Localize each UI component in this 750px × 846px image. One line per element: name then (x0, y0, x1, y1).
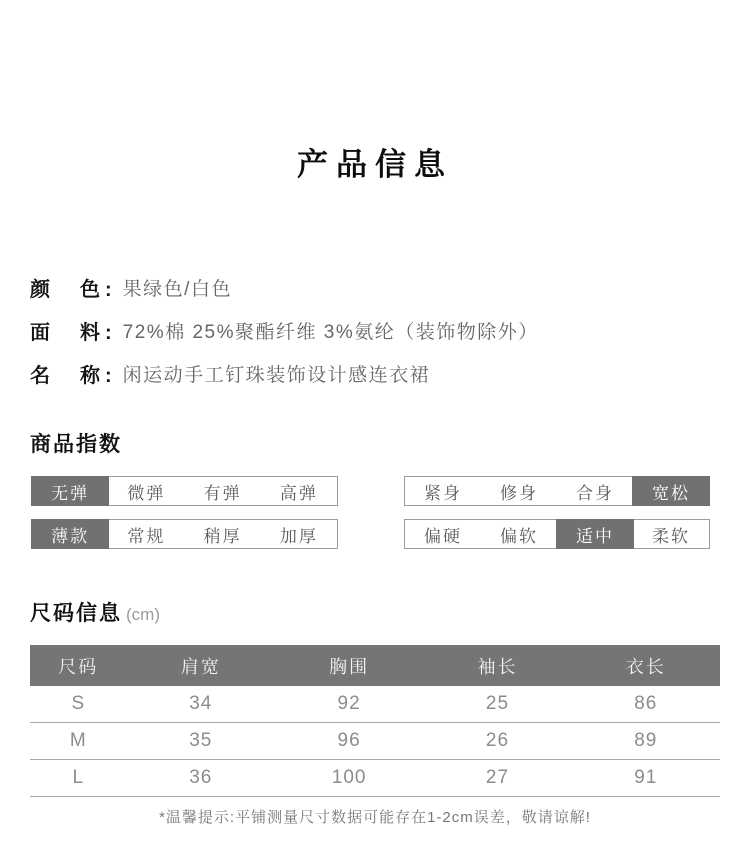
col-header-bust: 胸围 (329, 656, 370, 677)
attr-label-fabric: 面 料: (30, 322, 117, 344)
index-option-regular-thickness: 常规 (127, 526, 166, 546)
size-cell: 26 (485, 730, 510, 751)
size-cell: 36 (189, 767, 213, 788)
section-heading-product-index: 商品指数 (30, 433, 122, 456)
size-cell: S (71, 693, 86, 714)
product-attributes (30, 266, 720, 395)
index-bar-softness (404, 519, 710, 549)
index-option-thick: 加厚 (279, 526, 318, 546)
product-index-bars (31, 476, 710, 549)
size-cell: 89 (634, 730, 658, 751)
size-row-s (30, 686, 720, 723)
section-heading-size-info (30, 601, 160, 628)
index-option-soft: 柔软 (652, 526, 690, 546)
index-option-none-stretch: 无弹 (32, 477, 108, 505)
index-option-tight: 紧身 (424, 483, 462, 503)
size-cell: 91 (634, 767, 658, 788)
index-option-softish: 偏软 (500, 526, 538, 546)
size-cell: 35 (189, 730, 213, 751)
index-option-slight-stretch: 微弹 (127, 483, 166, 503)
index-bar-fit (404, 476, 710, 506)
size-cell: 34 (189, 693, 213, 714)
size-cell: 96 (337, 730, 361, 751)
col-header-size: 尺码 (58, 656, 99, 677)
size-cell: 92 (337, 693, 361, 714)
col-header-shoulder: 肩宽 (180, 656, 221, 677)
attr-row-color (30, 266, 720, 309)
size-cell: 100 (331, 767, 367, 788)
attr-row-fabric (30, 309, 720, 352)
size-info-title: 尺码信息 (30, 602, 122, 625)
page-title: 产品信息 (297, 147, 453, 182)
index-option-slim: 修身 (500, 483, 538, 503)
size-table-header (30, 645, 720, 686)
size-cell: 27 (485, 767, 510, 788)
index-option-loose: 宽松 (633, 477, 709, 505)
attr-label-color: 颜 色: (30, 279, 117, 301)
index-option-regular-fit: 合身 (576, 483, 614, 503)
index-bar-elasticity (31, 476, 338, 506)
index-option-medium: 适中 (557, 520, 633, 548)
size-cell: M (69, 730, 87, 751)
size-disclaimer: *温馨提示:平铺测量尺寸数据可能存在1-2cm误差，敬请谅解! (159, 809, 591, 826)
attr-value-color: 果绿色/白色 (122, 279, 232, 300)
attr-value-name: 闲运动手工钉珠装饰设计感连衣裙 (122, 365, 431, 386)
size-cell: 86 (634, 693, 658, 714)
index-option-stretch: 有弹 (203, 483, 242, 503)
index-option-high-stretch: 高弹 (279, 483, 318, 503)
size-row-m (30, 723, 720, 760)
index-option-slightly-thick: 稍厚 (203, 526, 242, 546)
attr-label-name: 名 称: (30, 365, 117, 387)
size-row-l (30, 760, 720, 797)
index-option-thin: 薄款 (32, 520, 108, 548)
col-header-length: 衣长 (625, 656, 666, 677)
index-bar-thickness (31, 519, 338, 549)
attr-row-name (30, 352, 720, 395)
index-option-hard: 偏硬 (424, 526, 462, 546)
size-unit-label: (cm) (126, 605, 160, 624)
size-cell: 25 (485, 693, 510, 714)
attr-value-fabric: 72%棉 25%聚酯纤维 3%氨纶（装饰物除外） (122, 322, 539, 343)
size-table (30, 645, 720, 797)
size-cell: L (72, 767, 85, 788)
col-header-sleeve: 袖长 (477, 656, 518, 677)
